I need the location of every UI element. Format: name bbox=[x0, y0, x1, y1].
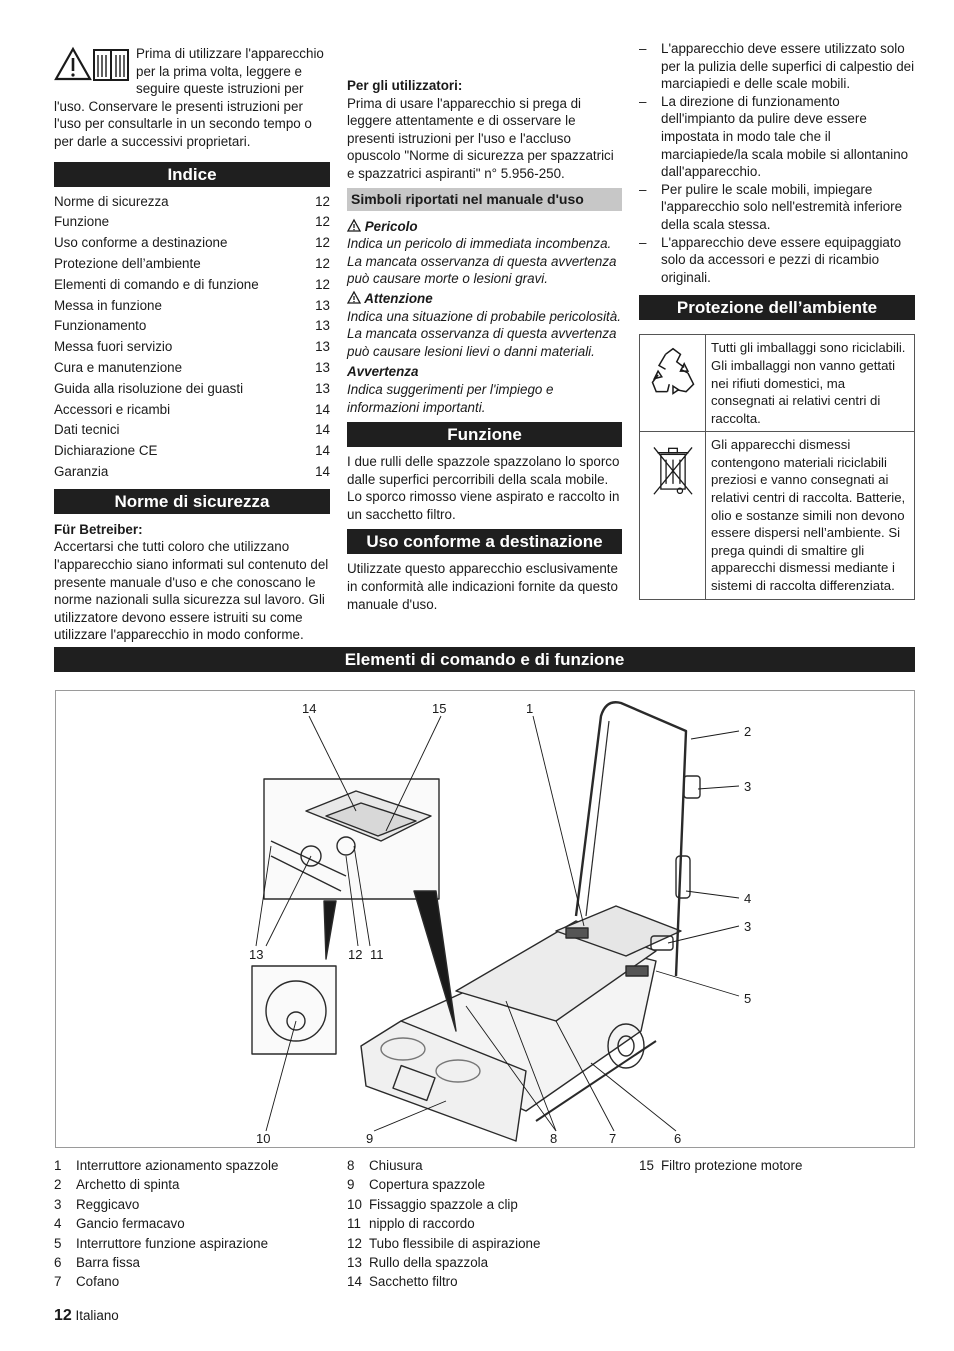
legend-number: 9 bbox=[347, 1177, 355, 1193]
legend-number: 15 bbox=[639, 1158, 654, 1173]
toc-item bbox=[54, 420, 330, 441]
machine-drawing bbox=[56, 691, 914, 1147]
legend-label: Barra fissa bbox=[76, 1255, 140, 1271]
safety-heading: Norme di sicurezza bbox=[54, 489, 330, 514]
callout-15: 15 bbox=[432, 701, 447, 716]
toc-item bbox=[54, 296, 330, 317]
legend-number: 12 bbox=[347, 1235, 362, 1251]
toc-item bbox=[54, 358, 330, 379]
danger-text: Indica un pericolo di immediata incombenza. La mancata osservanza di questa avvertenza può causare morte o lesioni gravi. bbox=[347, 236, 617, 287]
intended-use-text: Utilizzate questo apparecchio esclusivamente in conformità alle indicazioni fornite da questo manuale d'uso. bbox=[347, 561, 618, 612]
toc-item-page: 12 bbox=[315, 214, 330, 230]
legend-label: Archetto di spinta bbox=[76, 1177, 180, 1193]
toc-item-label: Accessori e ricambi bbox=[54, 401, 171, 417]
toc-item-label: Cura e manutenzione bbox=[54, 359, 183, 375]
callout-12: 12 bbox=[348, 947, 363, 962]
page-footer bbox=[54, 1307, 119, 1325]
caution-text: Indica una situazione di probabile pericolosità. La mancata osservanza di questa avvertenza può causare lesioni lievi o danni materiali. bbox=[347, 308, 621, 359]
toc-item bbox=[54, 212, 330, 233]
callout-7: 7 bbox=[609, 1131, 617, 1146]
callout-6: 6 bbox=[674, 1131, 682, 1146]
legend-label: Fissaggio spazzole a clip bbox=[369, 1196, 518, 1212]
users-label: Per gli utilizzatori: bbox=[347, 78, 463, 93]
toc-item-page: 13 bbox=[315, 380, 330, 396]
toc-item-page: 13 bbox=[315, 339, 330, 355]
column-middle bbox=[347, 40, 622, 613]
callout-14: 14 bbox=[302, 701, 317, 716]
legend-label: Interruttore azionamento spazzole bbox=[76, 1158, 279, 1173]
list-item: – L'apparecchio deve essere utilizzato solo per la pulizia delle superfici di calpestio dei marciapiedi e delle scale mobili. bbox=[639, 40, 915, 93]
toc-item bbox=[54, 337, 330, 358]
operator-text: Accertarsi che tutti coloro che utilizzano l'apparecchio siano informati sul contenuto del presente manuale d'uso e che conoscano le norme nazionali sulla sicurezza sul lavoro. Gli utilizzatore devono essere istruiti su come utilizzare l'apparecchio in modo conforme. bbox=[54, 539, 329, 643]
toc-item-label: Norme di sicurezza bbox=[54, 193, 169, 209]
danger-triangle-icon bbox=[347, 219, 361, 232]
legend-column-1 bbox=[54, 1156, 339, 1292]
toc-item-label: Funzione bbox=[54, 214, 110, 230]
legend-number: 13 bbox=[347, 1255, 362, 1271]
toc-item-label: Funzionamento bbox=[54, 318, 147, 334]
disposal-text: Gli apparecchi dismessi contengono materiali riciclabili preziosi e vanno consegnati ai relativi centri di raccolta. Batterie, olio e sostanze simili non devono essere dispersi nell’ambiente. Si prega quindi di smaltire gli apparecchi dismessi mediante i sistemi di raccolta differenziata. bbox=[706, 432, 915, 599]
legend-number: 2 bbox=[54, 1177, 62, 1193]
legend-label: Tubo flessibile di aspirazione bbox=[369, 1235, 541, 1251]
intro-block bbox=[54, 40, 330, 151]
machine-diagram bbox=[55, 690, 915, 1148]
legend-number: 6 bbox=[54, 1255, 62, 1271]
legend-item bbox=[639, 1156, 915, 1175]
toc-item-page: 12 bbox=[315, 255, 330, 271]
toc-item bbox=[54, 254, 330, 275]
bin-cell bbox=[640, 432, 706, 599]
column-left bbox=[54, 40, 330, 643]
callout-10: 10 bbox=[256, 1131, 271, 1146]
callout-3-upper: 3 bbox=[744, 779, 752, 794]
packaging-text: Tutti gli imballaggi sono riciclabili. Gli imballaggi non vanno gettati nei rifiuti domestici, ma consegnati ai relativi centri di raccolta. bbox=[706, 335, 915, 432]
toc-item bbox=[54, 316, 330, 337]
environment-heading: Protezione dell’ambiente bbox=[639, 295, 915, 320]
legend-number: 5 bbox=[54, 1235, 62, 1251]
page-language: Italiano bbox=[75, 1308, 119, 1323]
toc-item bbox=[54, 233, 330, 254]
recycle-cell bbox=[640, 335, 706, 432]
legend-label: Cofano bbox=[76, 1274, 120, 1290]
cable-holder-upper bbox=[684, 776, 700, 798]
symbols-heading: Simboli riportati nel manuale d'uso bbox=[347, 188, 622, 211]
function-heading: Funzione bbox=[347, 422, 622, 447]
toc-item bbox=[54, 400, 330, 421]
callout-8: 8 bbox=[550, 1131, 558, 1146]
legend-number: 1 bbox=[54, 1158, 62, 1173]
intro-text: Prima di utilizzare l'apparecchio per la prima volta, leggere e seguire queste istruzioni per l'uso. Conservare le presenti istruzioni per l'uso per consultarle in un secondo tempo o per darle a successivi proprietari. bbox=[54, 46, 324, 149]
elements-heading: Elementi di comando e di funzione bbox=[54, 647, 915, 672]
table-row bbox=[640, 335, 915, 432]
toc-item bbox=[54, 379, 330, 400]
legend-number: 3 bbox=[54, 1196, 62, 1212]
note-text: Indica suggerimenti per l'impiego e informazioni importanti. bbox=[347, 381, 554, 415]
column-right bbox=[639, 40, 915, 600]
callout-5: 5 bbox=[744, 991, 752, 1006]
callout-2: 2 bbox=[744, 724, 752, 739]
users-text: Prima di usare l'apparecchio si prega di leggere attentamente e di osservare le presenti istruzioni per l'uso e l'accluso opuscolo "Norme di sicurezza per spazzatrici e spazzatrici aspiranti" n° 5.956-250. bbox=[347, 95, 614, 181]
toc-item-page: 12 bbox=[315, 276, 330, 292]
danger-label: Pericolo bbox=[364, 218, 418, 234]
toc-item-page: 13 bbox=[315, 297, 330, 313]
callout-3-lower: 3 bbox=[744, 919, 752, 934]
danger-label-row bbox=[347, 218, 622, 236]
legend-item bbox=[54, 1156, 339, 1175]
function-text: I due rulli delle spazzole spazzolano lo sporco dalle superfici percorribili della scala mobile. Lo sporco rimosso viene aspirato e raccolto in un sacchetto filtro. bbox=[347, 454, 620, 522]
brush-switch bbox=[566, 928, 588, 938]
environment-table bbox=[639, 334, 915, 599]
toc-item-page: 12 bbox=[315, 235, 330, 251]
legend-label: Gancio fermacavo bbox=[76, 1216, 185, 1232]
callout-1: 1 bbox=[526, 701, 534, 716]
legend-item bbox=[347, 1214, 632, 1233]
caution-label: Attenzione bbox=[364, 290, 433, 306]
legend-label: Filtro protezione motore bbox=[661, 1158, 803, 1173]
legend-label: Interruttore funzione aspirazione bbox=[76, 1235, 269, 1251]
legend-label: Reggicavo bbox=[76, 1196, 140, 1212]
toc-item-label: Protezione dell’ambiente bbox=[54, 255, 201, 271]
callout-9: 9 bbox=[366, 1131, 374, 1146]
intended-use-heading: Uso conforme a destinazione bbox=[347, 529, 622, 554]
legend-label: Copertura spazzole bbox=[369, 1177, 486, 1193]
toc-list bbox=[54, 192, 330, 483]
toc-item-label: Dati tecnici bbox=[54, 422, 120, 438]
toc-item bbox=[54, 441, 330, 462]
legend-column-3 bbox=[639, 1156, 915, 1175]
legend-item bbox=[54, 1214, 339, 1233]
legend-number: 4 bbox=[54, 1216, 62, 1232]
toc-item-page: 13 bbox=[315, 359, 330, 375]
toc-item-label: Garanzia bbox=[54, 463, 109, 479]
caution-triangle-icon bbox=[347, 291, 361, 304]
caution-label-row bbox=[347, 290, 622, 308]
toc-item-label: Dichiarazione CE bbox=[54, 443, 158, 459]
legend-item bbox=[54, 1175, 339, 1194]
legend-item bbox=[347, 1156, 632, 1175]
legend-number: 7 bbox=[54, 1274, 62, 1290]
list-item: – Per pulire le scale mobili, impiegare l'apparecchio solo nell'estremità inferiore della scala stessa. bbox=[639, 181, 915, 234]
legend-item bbox=[54, 1234, 339, 1253]
legend-label: Rullo della spazzola bbox=[369, 1255, 489, 1271]
note-label: Avvertenza bbox=[347, 364, 419, 380]
operator-label: Für Betreiber: bbox=[54, 521, 143, 537]
warning-manual-icon bbox=[54, 45, 132, 85]
legend-number: 8 bbox=[347, 1158, 355, 1173]
legend-number: 11 bbox=[347, 1216, 361, 1232]
legend-label: Sacchetto filtro bbox=[369, 1274, 458, 1290]
toc-item-page: 14 bbox=[315, 422, 330, 438]
toc-item-page: 13 bbox=[315, 318, 330, 334]
legend-label: Chiusura bbox=[369, 1158, 423, 1173]
legend-item bbox=[347, 1272, 632, 1291]
toc-item-label: Messa in funzione bbox=[54, 297, 162, 313]
toc-item-page: 12 bbox=[315, 193, 330, 209]
toc-item-label: Elementi di comando e di funzione bbox=[54, 276, 259, 292]
legend-column-2 bbox=[347, 1156, 632, 1292]
callout-4: 4 bbox=[744, 891, 752, 906]
legend-item bbox=[347, 1195, 632, 1214]
callout-13: 13 bbox=[249, 947, 264, 962]
legend-item bbox=[54, 1195, 339, 1214]
suction-switch bbox=[626, 966, 648, 976]
legend-item bbox=[347, 1234, 632, 1253]
toc-item bbox=[54, 462, 330, 483]
legend-number: 14 bbox=[347, 1274, 362, 1290]
toc-item-page: 14 bbox=[315, 401, 330, 417]
legend-label: nipplo di raccordo bbox=[369, 1216, 475, 1232]
table-row bbox=[640, 432, 915, 599]
toc-item bbox=[54, 275, 330, 296]
legend-item bbox=[347, 1175, 632, 1194]
toc-item-page: 14 bbox=[315, 463, 330, 479]
list-item: – L'apparecchio deve essere equipaggiato solo da accessori e pezzi di ricambio originali. bbox=[639, 234, 915, 287]
toc-item-label: Messa fuori servizio bbox=[54, 339, 173, 355]
toc-item-page: 14 bbox=[315, 443, 330, 459]
toc-item-label: Guida alla risoluzione dei guasti bbox=[54, 380, 244, 396]
legend-number: 10 bbox=[347, 1196, 362, 1212]
recycle-icon bbox=[645, 345, 701, 401]
legend-item bbox=[54, 1272, 339, 1291]
intended-use-list bbox=[639, 40, 915, 286]
legend-item bbox=[54, 1253, 339, 1272]
toc-item-label: Uso conforme a destinazione bbox=[54, 235, 228, 251]
list-item: – La direzione di funzionamento dell'impianto da pulire deve essere impostata in modo tale che il marciapiede/la scala mobile si allontanino dall'apparecchio. bbox=[639, 93, 915, 181]
toc-heading: Indice bbox=[54, 162, 330, 187]
callout-11: 11 bbox=[370, 947, 384, 962]
legend-item bbox=[347, 1253, 632, 1272]
toc-item bbox=[54, 192, 330, 213]
crossed-bin-icon bbox=[647, 442, 699, 498]
page-number: 12 bbox=[54, 1307, 72, 1324]
